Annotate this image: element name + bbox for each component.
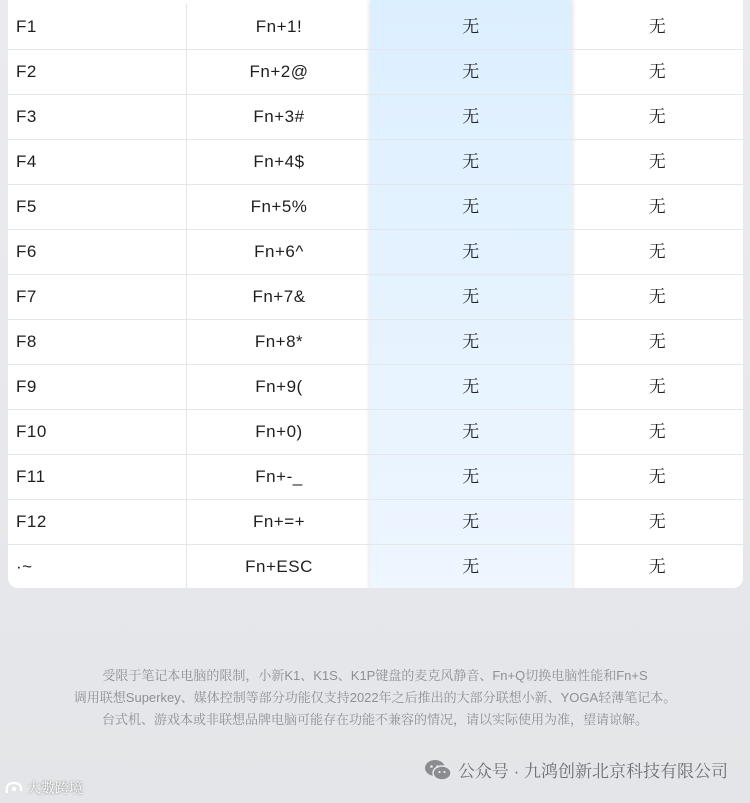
key-cell: F4 (16, 152, 37, 171)
value-cell: 无 (462, 422, 480, 441)
value-cell: 无 (648, 332, 667, 351)
table-row (8, 4, 743, 50)
combo-cell: Fn+-_ (186, 454, 371, 499)
wechat-account-label: 公众号 · 九鸿创新北京科技有限公司 (457, 762, 728, 781)
table-row (8, 229, 743, 275)
combo-cell: Fn+1! (186, 4, 371, 49)
value-cell: 无 (648, 107, 667, 126)
combo-cell: Fn+7& (186, 274, 371, 319)
key-cell: F1 (16, 17, 37, 36)
key-cell: F3 (16, 107, 37, 126)
value-cell: 无 (462, 377, 480, 396)
value-cell: 无 (648, 422, 667, 441)
table-row (8, 364, 743, 410)
key-cell: F5 (16, 197, 37, 216)
combo-cell: Fn+ESC (186, 544, 371, 588)
value-cell: 无 (462, 467, 480, 486)
corner-watermark-label: 大數跨境 (27, 780, 83, 796)
brand-logo-icon (4, 780, 24, 796)
value-cell: 无 (648, 62, 667, 81)
compatibility-note (0, 665, 750, 731)
value-cell: 无 (462, 557, 480, 576)
key-cell: F11 (16, 467, 46, 486)
value-cell: 无 (648, 467, 667, 486)
combo-cell: Fn+=+ (186, 499, 371, 544)
value-cell: 无 (462, 332, 480, 351)
value-cell: 无 (648, 557, 667, 576)
key-cell: F12 (16, 512, 47, 531)
value-cell: 无 (462, 512, 480, 531)
wechat-account[interactable] (424, 757, 728, 782)
value-cell: 无 (462, 197, 480, 216)
table-row (8, 274, 743, 320)
key-cell: F6 (16, 242, 37, 261)
table-row (8, 544, 743, 588)
key-cell: F9 (16, 377, 37, 396)
key-cell: ·~ (16, 557, 33, 576)
combo-cell: Fn+9( (186, 364, 371, 409)
note-line-3: 台式机、游戏本或非联想品牌电脑可能存在功能不兼容的情况，请以实际使用为准，望请谅解。 (101, 712, 648, 727)
table-row (8, 184, 743, 230)
combo-cell: Fn+2@ (186, 49, 371, 94)
value-cell: 无 (462, 62, 480, 81)
note-line-1: 受限于笔记本电脑的限制，小新K1、K1S、K1P键盘的麦克风静音、Fn+Q切换电脑性能和Fn+S (102, 668, 648, 683)
value-cell: 无 (462, 242, 480, 261)
corner-watermark (4, 778, 83, 798)
value-cell: 无 (648, 287, 667, 306)
combo-cell: Fn+8* (186, 319, 371, 364)
value-cell: 无 (648, 242, 667, 261)
value-cell: 无 (462, 17, 480, 36)
note-line-2: 调用联想Superkey、媒体控制等部分功能仅支持2022年之后推出的大部分联想小新、YOGA轻薄笔记本。 (73, 690, 677, 705)
combo-cell: Fn+3# (186, 94, 371, 139)
value-cell: 无 (648, 512, 667, 531)
table-row (8, 319, 743, 365)
table-row (8, 499, 743, 545)
combo-cell: Fn+5% (186, 184, 371, 229)
key-cell: F2 (16, 62, 37, 81)
combo-cell: Fn+0) (186, 409, 371, 454)
value-cell: 无 (648, 152, 667, 171)
table-row (8, 139, 743, 185)
table-row (8, 94, 743, 140)
combo-cell: Fn+4$ (186, 139, 371, 184)
table-row (8, 409, 743, 455)
key-cell: F8 (16, 332, 37, 351)
value-cell: 无 (648, 17, 667, 36)
value-cell: 无 (648, 377, 667, 396)
wechat-icon (424, 759, 452, 781)
key-cell: F10 (16, 422, 47, 441)
key-cell: F7 (16, 287, 37, 306)
table-row (8, 454, 743, 500)
combo-cell: Fn+6^ (186, 229, 371, 274)
value-cell: 无 (462, 152, 480, 171)
shortcut-table (8, 0, 743, 588)
value-cell: 无 (648, 197, 667, 216)
table-row (8, 49, 743, 95)
value-cell: 无 (462, 287, 480, 306)
value-cell: 无 (462, 107, 480, 126)
